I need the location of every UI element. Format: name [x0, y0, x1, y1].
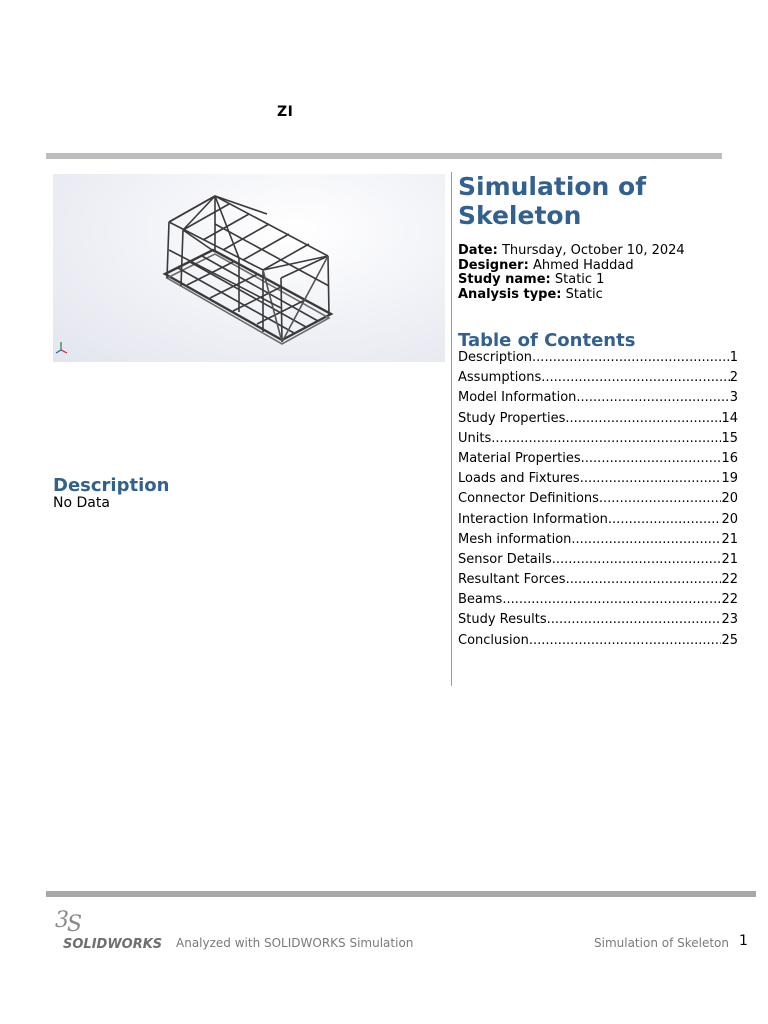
toc-item[interactable] — [458, 610, 738, 630]
toc-item-label: Beams — [458, 592, 503, 608]
toc-item-page: 20 — [721, 511, 738, 527]
model-image — [53, 174, 445, 362]
toc-item-page: 19 — [721, 471, 738, 487]
table-of-contents — [458, 348, 738, 651]
toc-item-label: Sensor Details — [458, 551, 552, 567]
column-divider — [451, 172, 452, 686]
date-label: Date: — [458, 243, 498, 258]
logo-text: SOLIDWORKS — [63, 937, 163, 952]
study-line — [458, 273, 685, 288]
toc-leader — [599, 489, 722, 509]
designer-label: Designer: — [458, 257, 529, 273]
toc-item-page: 23 — [721, 612, 738, 628]
toc-leader — [565, 409, 721, 429]
toc-item-page: 16 — [721, 450, 738, 466]
solidworks-logo — [53, 905, 163, 955]
toc-item-label: Interaction Information — [458, 511, 608, 527]
toc-item[interactable] — [458, 510, 738, 530]
toc-item-page: 21 — [721, 531, 738, 547]
toc-item[interactable] — [458, 550, 738, 570]
toc-item[interactable] — [458, 489, 738, 509]
toc-item[interactable] — [458, 348, 738, 368]
page-number: 1 — [739, 933, 748, 949]
toc-item-page: 1 — [729, 350, 738, 365]
toc-item-label: Mesh information — [458, 531, 572, 547]
toc-leader — [608, 510, 722, 530]
toc-item-label: Resultant Forces — [458, 572, 566, 588]
footer-analyzed-with: Analyzed with SOLIDWORKS Simulation — [176, 936, 414, 950]
toc-item-page: 14 — [721, 410, 738, 426]
toc-leader — [541, 368, 729, 388]
toc-leader — [571, 530, 721, 550]
toc-item[interactable] — [458, 631, 738, 651]
xyz-triad-icon — [56, 342, 67, 353]
toc-item-page: 20 — [721, 491, 738, 507]
toc-item[interactable] — [458, 570, 738, 590]
toc-item-page: 15 — [721, 430, 738, 446]
toc-item-page: 22 — [721, 572, 738, 588]
analysis-line — [458, 288, 685, 303]
toc-leader — [581, 449, 722, 469]
skeleton-frame-model — [53, 174, 445, 362]
toc-item-page: 3 — [729, 390, 738, 406]
toc-leader — [580, 469, 722, 489]
report-meta — [458, 244, 685, 302]
bottom-rule — [46, 891, 756, 897]
toc-item[interactable] — [458, 469, 738, 489]
header-mark: ZI — [277, 104, 294, 120]
analysis-label: Analysis type: — [458, 286, 562, 302]
toc-item-page: 2 — [729, 370, 738, 386]
toc-item-label: Material Properties — [458, 450, 581, 466]
toc-leader — [566, 570, 722, 590]
top-rule — [46, 153, 722, 159]
date-line — [458, 244, 685, 259]
toc-leader — [547, 610, 722, 630]
toc-item-label: Model Information — [458, 390, 577, 406]
toc-item[interactable] — [458, 530, 738, 550]
toc-item-page: 25 — [721, 632, 738, 648]
toc-item-page: 22 — [721, 592, 738, 608]
toc-item[interactable] — [458, 368, 738, 388]
toc-item[interactable] — [458, 449, 738, 469]
description-text: No Data — [53, 495, 110, 511]
toc-leader — [529, 631, 722, 651]
description-heading: Description — [53, 475, 170, 496]
svg-text:S: S — [67, 912, 83, 937]
report-title: Simulation of Skeleton — [458, 172, 647, 230]
toc-item-label: Assumptions — [458, 370, 542, 386]
toc-item-label: Connector Definitions — [458, 491, 599, 507]
toc-leader — [576, 388, 729, 408]
toc-item[interactable] — [458, 409, 738, 429]
study-value: Static 1 — [554, 272, 605, 287]
toc-item-page: 21 — [721, 551, 738, 567]
toc-heading: Table of Contents — [458, 330, 636, 351]
toc-item-label: Study Results — [458, 612, 547, 628]
toc-leader — [502, 590, 721, 610]
svg-text:3: 3 — [55, 908, 69, 933]
toc-leader — [532, 348, 730, 368]
footer-doc-title: Simulation of Skeleton — [594, 936, 730, 950]
toc-item-label: Description — [458, 350, 533, 365]
toc-item-label: Units — [458, 430, 492, 446]
study-label: Study name: — [458, 272, 551, 287]
ds-logo-icon — [53, 905, 163, 955]
toc-leader — [491, 429, 721, 449]
toc-item-label: Loads and Fixtures — [458, 471, 580, 487]
designer-value: Ahmed Haddad — [532, 257, 634, 273]
date-value: Thursday, October 10, 2024 — [501, 243, 685, 258]
toc-item-label: Study Properties — [458, 410, 566, 426]
analysis-value: Static — [565, 286, 603, 302]
toc-leader — [552, 550, 722, 570]
toc-item[interactable] — [458, 429, 738, 449]
toc-item-label: Conclusion — [458, 632, 529, 648]
toc-item[interactable] — [458, 388, 738, 408]
designer-line — [458, 259, 685, 274]
toc-item[interactable] — [458, 590, 738, 610]
